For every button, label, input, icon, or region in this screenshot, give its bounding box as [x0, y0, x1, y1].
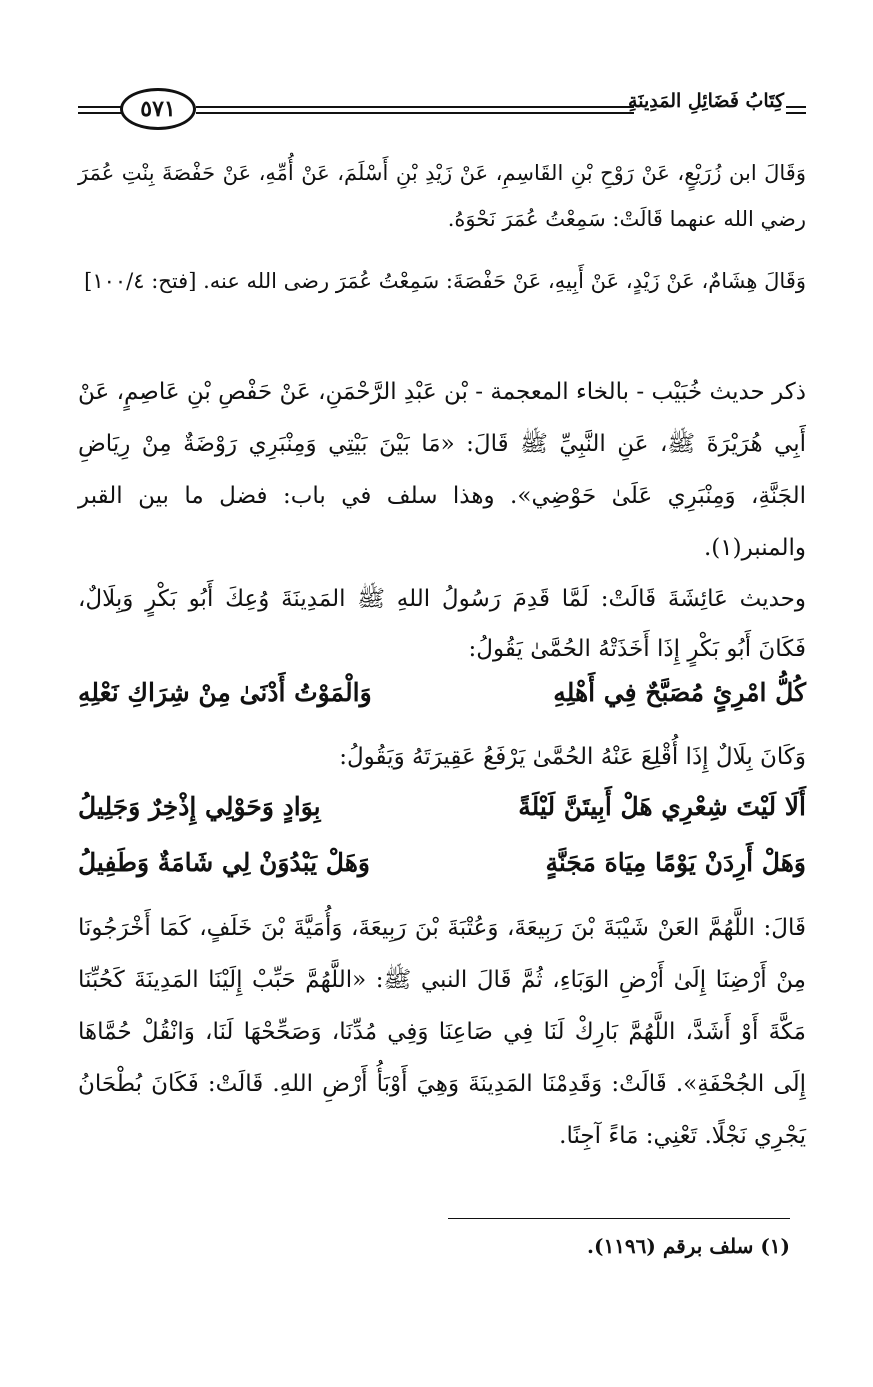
- paragraph: وَقَالَ هِشَامٌ، عَنْ زَيْدٍ، عَنْ أَبِيهِ، عَنْ حَفْصَةَ: سَمِعْتُ عُمَرَ رضى الله عنه. [فتح: ١٠٠/٤]: [84, 269, 806, 293]
- header-rule: [786, 106, 806, 108]
- footnote: (١) سلف برقم (١١٩٦).: [587, 1234, 790, 1258]
- verse-hemistich: وَالْمَوْتُ أَدْنَىٰ مِنْ شِرَاكِ نَعْلِهِ: [78, 678, 372, 707]
- header-rule: [196, 106, 634, 108]
- poem-verse: [78, 792, 806, 844]
- paragraph: ذكر حديث خُبَيْب - بالخاء المعجمة - بْن عَبْدِ الرَّحْمَنِ، عَنْ حَفْصِ بْنِ عَاصِمٍ، عَنْ أَبِي هُرَيْرَةَ ﷺ، عَنِ النَّبِيِّ ﷺ قَالَ: «مَا بَيْنَ بَيْتِي وَمِنْبَرِي رَوْضَةٌ مِنْ رِيَاضِ الجَنَّةِ، وَمِنْبَرِي عَلَىٰ حَوْضِي». وهذا سلف في باب: فضل ما بين القبر والمنبر(١).: [78, 379, 806, 561]
- verse-hemistich: بِوَادٍ وَحَوْلِي إِذْخِرٌ وَجَلِيلُ: [78, 792, 321, 821]
- poem-verse: [78, 848, 806, 900]
- verse-hemistich: وَهَلْ يَبْدُوَنْ لِي شَامَةٌ وَطَفِيلُ: [78, 848, 370, 877]
- header-rule: [78, 112, 122, 114]
- page-header: [78, 88, 806, 134]
- paragraph: وحديث عَائِشَةَ قَالَتْ: لَمَّا قَدِمَ رَسُولُ اللهِ ﷺ المَدِينَةَ وُعِكَ أَبُو بَكْرٍ وَبِلَالٌ، فَكَانَ أَبُو بَكْرٍ إِذَا أَخَذَتْهُ الحُمَّىٰ يَقُولُ:: [78, 586, 806, 662]
- paragraph: وَكَانَ بِلَالٌ إِذَا أُقْلِعَ عَنْهُ الحُمَّىٰ يَرْفَعُ عَقِيرَتَهُ وَيَقُولُ:: [339, 744, 806, 770]
- verse-hemistich: وَهَلْ أَرِدَنْ يَوْمًا مِيَاهَ مَجَنَّةٍ: [545, 848, 806, 877]
- paragraph: قَالَ: اللَّهُمَّ العَنْ شَيْبَةَ بْنَ رَبِيعَةَ، وَعُتْبَةَ بْنَ رَبِيعَةَ، وَأُمَيَّةَ بْنَ خَلَفٍ، كَمَا أَخْرَجُونَا مِنْ أَرْضِنَا إِلَىٰ أَرْضِ الوَبَاءِ، ثُمَّ قَالَ النبي ﷺ: «اللَّهُمَّ حَبِّبْ إِلَيْنَا المَدِينَةَ كَحُبِّنَا مَكَّةَ أَوْ أَشَدَّ، اللَّهُمَّ بَارِكْ لَنَا فِي صَاعِنَا وَفِي مُدِّنَا، وَصَحِّحْهَا لَنَا، وَانْقُلْ حُمَّاهَا إِلَى الجُحْفَةِ». قَالَتْ: وَقَدِمْنَا المَدِينَةَ وَهِيَ أَوْبَأُ أَرْضِ اللهِ. قَالَتْ: فَكَانَ بُطْحَانُ يَجْرِي نَجْلًا. تَعْنِي: مَاءً آجِنًا.: [78, 915, 806, 1149]
- footnote-separator: [448, 1218, 790, 1219]
- paragraph: وَقَالَ ابن زُرَيْعٍ، عَنْ رَوْحِ بْنِ القَاسِمِ، عَنْ زَيْدِ بْنِ أَسْلَمَ، عَنْ أُمِّهِ، عَنْ حَفْصَةَ بِنْتِ عُمَرَ رضي الله عنهما قَالَتْ: سَمِعْتُ عُمَرَ نَحْوَهُ.: [78, 161, 806, 231]
- header-rule: [78, 106, 122, 108]
- book-title: كِتَابُ فَضَائِلِ المَدِينَةِ: [628, 90, 784, 112]
- poem-verse: [78, 678, 806, 730]
- verse-hemistich: أَلَا لَيْتَ شِعْرِي هَلْ أَبِيتَنَّ لَيْلَةً: [518, 792, 806, 821]
- header-rule: [786, 112, 806, 114]
- verse-hemistich: كُلُّ امْرِئٍ مُصَبَّحٌ فِي أَهْلِهِ: [553, 678, 806, 707]
- page-number: ٥٧١: [120, 88, 196, 130]
- header-rule: [196, 112, 634, 114]
